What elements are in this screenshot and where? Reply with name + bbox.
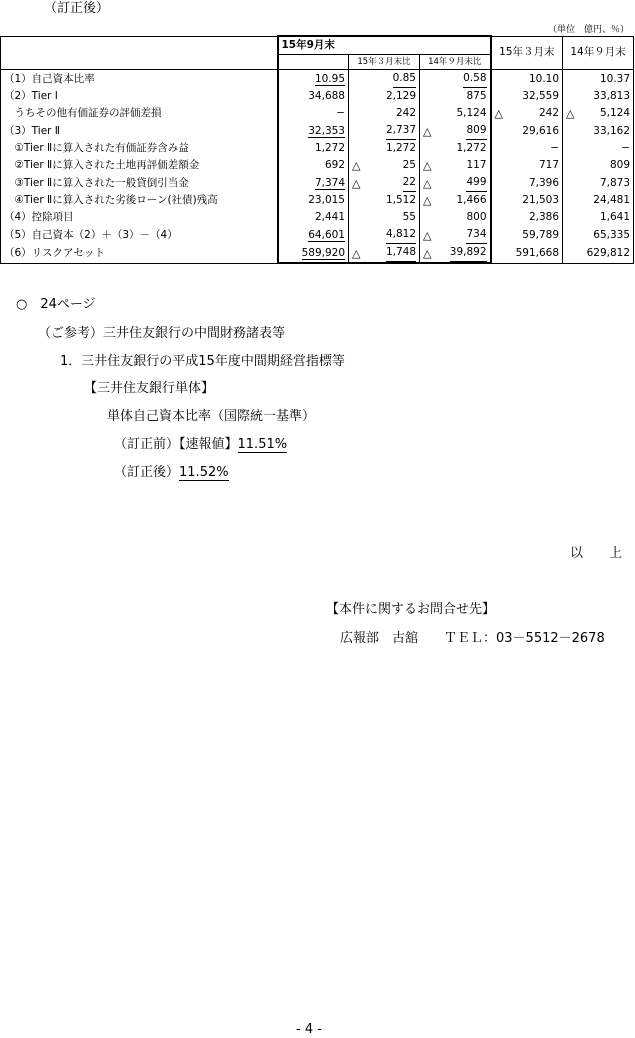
table-header-row-1	[1, 36, 634, 55]
circle-item: ○ 24ページ	[16, 297, 96, 312]
before-line	[114, 433, 287, 452]
sub-header-vs-mar: 15年３月末比	[349, 55, 420, 70]
cell-value: 0.58	[463, 70, 486, 88]
item-1-heading: 1．三井住友銀行の平成15年度中間期経営指標等	[60, 354, 345, 369]
cell-value: 10.95	[314, 72, 345, 85]
row-label: （5）自己資本（2）＋（3）－（4）	[4, 228, 178, 241]
triangle-mark: △	[352, 246, 361, 260]
cell-value: 65,335	[593, 228, 631, 241]
cell-value: −	[550, 142, 560, 154]
table-body	[1, 70, 634, 264]
unit-note: （単位 億円、％）	[547, 25, 629, 35]
cell-value: 33,162	[593, 124, 631, 137]
cell-value: 1,466	[456, 194, 487, 206]
cell-value: 1,512	[385, 194, 416, 206]
table-row	[1, 157, 634, 174]
table-row	[1, 70, 634, 89]
capital-ratio-table	[0, 35, 634, 264]
cell-value: 1,641	[599, 211, 631, 223]
row-label: ②Tier Ⅱに算入された土地再評価差額金	[4, 159, 200, 171]
cell-value: 800	[466, 211, 487, 223]
triangle-mark: △	[423, 194, 432, 207]
table-row	[1, 105, 634, 122]
contact-line: 広報部 古舘 ＴＥＬ：03－5512－2678	[340, 631, 605, 646]
cell-value: 10.10	[528, 72, 560, 85]
cell-value: 2,386	[528, 211, 560, 223]
triangle-mark: △	[423, 246, 432, 260]
table-row	[1, 226, 634, 244]
triangle-mark: △	[423, 124, 432, 138]
cell-value: 1,272	[456, 142, 487, 154]
before-label: （訂正前）【速報値】	[114, 437, 238, 452]
cell-value: 242	[538, 107, 560, 119]
col-header-mar: 15年３月末	[491, 36, 563, 70]
cell-value: 34,688	[308, 90, 345, 102]
table-row	[1, 88, 634, 105]
end-mark: 以 上	[570, 546, 623, 561]
after-line	[114, 461, 229, 480]
cell-value: 24,481	[593, 194, 631, 206]
cell-value: 7,396	[528, 176, 560, 189]
cell-value: 7,374	[314, 176, 345, 189]
row-label: うちその他有価証券の評価差損	[4, 107, 162, 119]
cell-value: 591,668	[515, 246, 560, 259]
table-row	[1, 244, 634, 263]
cell-value: 589,920	[301, 246, 345, 259]
contact-title: 【本件に関するお問合せ先】	[326, 602, 496, 617]
table-row	[1, 209, 634, 226]
row-label: ③Tier Ⅱに算入された一般貸倒引当金	[4, 176, 189, 189]
triangle-mark: △	[566, 107, 575, 120]
triangle-mark: △	[494, 107, 503, 120]
cell-value: 32,353	[308, 124, 345, 137]
triangle-mark: △	[423, 159, 432, 172]
cell-value: 629,812	[586, 246, 631, 259]
row-label: （1）自己資本比率	[4, 72, 95, 85]
triangle-mark: △	[352, 159, 361, 172]
col-header-sep: 14年９月末	[563, 36, 634, 70]
cell-value: 23,015	[308, 194, 345, 206]
cell-value: −	[621, 142, 631, 154]
cell-value: 1,272	[314, 142, 345, 154]
cell-value: 1,272	[385, 142, 416, 154]
cell-value: 4,812	[386, 226, 416, 244]
table-row	[1, 140, 634, 157]
cell-value: 2,737	[386, 122, 416, 140]
cell-value: 29,616	[522, 124, 560, 137]
cell-value: 5,124	[599, 107, 631, 119]
cell-value: 0.85	[393, 70, 416, 88]
cell-value: 2,129	[385, 90, 416, 102]
cell-value: 39,892	[450, 244, 487, 262]
row-label: ④Tier Ⅱに算入された劣後ローン(社債)残高	[4, 194, 218, 206]
cell-value: 809	[609, 159, 631, 171]
sub-header-vs-sep: 14年９月末比	[420, 55, 491, 70]
cell-value: −	[336, 107, 345, 119]
cell-value: 717	[538, 159, 560, 171]
cell-value: 734	[466, 226, 486, 244]
table-row	[1, 192, 634, 209]
table-row	[1, 174, 634, 192]
row-label: （2）Tier Ⅰ	[4, 90, 58, 102]
triangle-mark: △	[352, 176, 361, 190]
cell-value: 21,503	[522, 194, 560, 206]
cell-value: 59,789	[522, 228, 560, 241]
cell-value: 875	[466, 90, 487, 102]
cell-value: 692	[324, 159, 345, 171]
triangle-mark: △	[423, 176, 432, 190]
cell-value: 809	[466, 122, 486, 140]
row-label: （4）控除項目	[4, 211, 74, 223]
cell-value: 32,559	[522, 90, 560, 102]
cell-value: 242	[395, 107, 416, 119]
table-row	[1, 122, 634, 140]
cell-value: 22	[403, 174, 416, 192]
row-label: （3）Tier Ⅱ	[4, 124, 60, 137]
cell-value: 5,124	[456, 107, 487, 119]
after-value: 11.52%	[179, 465, 229, 480]
cell-value: 10.37	[599, 72, 631, 85]
after-label: （訂正後）	[114, 465, 180, 480]
cell-value: 1,748	[386, 244, 416, 262]
triangle-mark: △	[423, 228, 432, 242]
page-number: - 4 -	[296, 1022, 322, 1037]
reference-heading: （ご参考）三井住友銀行の中間財務諸表等	[38, 326, 286, 341]
corrected-after-label: （訂正後）	[44, 1, 110, 16]
row-label: （6）リスクアセット	[4, 246, 105, 259]
group-header: 15年9月末	[278, 36, 491, 55]
row-label: ①Tier Ⅱに算入された有価証券含み益	[4, 142, 189, 154]
cell-value: 64,601	[308, 228, 345, 241]
cell-value: 33,813	[593, 90, 631, 102]
cell-value: 55	[402, 211, 416, 223]
ratio-title: 単体自己資本比率（国際統一基準）	[107, 409, 316, 424]
cell-value: 25	[402, 159, 416, 171]
cell-value: 7,873	[599, 176, 631, 189]
cell-value: 117	[466, 159, 487, 171]
bracket-title: 【三井住友銀行単体】	[84, 381, 215, 396]
cell-value: 2,441	[314, 211, 345, 223]
before-value: 11.51%	[237, 437, 288, 452]
cell-value: 499	[466, 174, 486, 192]
